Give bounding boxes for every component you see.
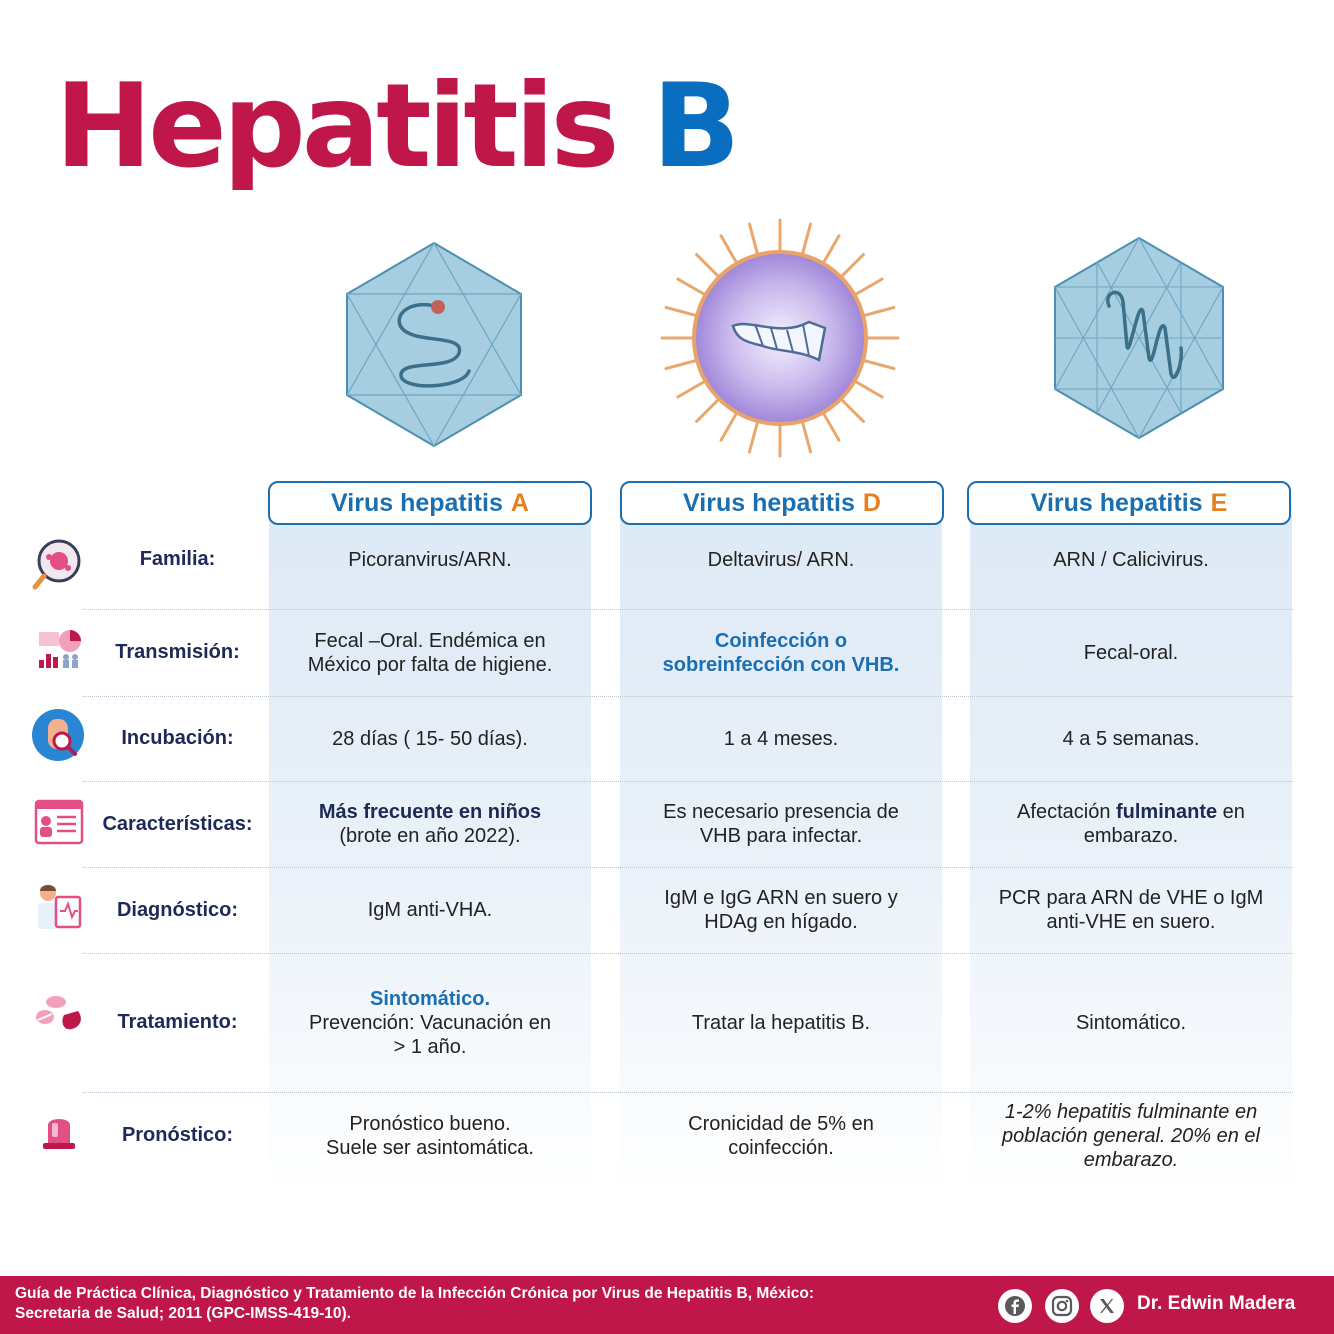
cell-text-line: sobreinfección con VHB. xyxy=(662,654,900,676)
cell-a-incubacion xyxy=(269,706,591,772)
row-label-transmision: Transmisión: xyxy=(115,641,240,663)
siren-alert-icon xyxy=(30,1105,86,1161)
virus-spike xyxy=(697,255,721,279)
column-header-hepatitis-d xyxy=(620,481,944,525)
cell-a-pronostico xyxy=(269,1098,591,1174)
column-header-letter: D xyxy=(862,488,881,517)
virus-spike xyxy=(697,397,721,421)
cell-e-incubacion xyxy=(970,706,1292,772)
cell-d-familia xyxy=(620,529,942,591)
cell-e-diagnostico xyxy=(970,872,1292,948)
cell-a-familia xyxy=(269,529,591,591)
cell-text-line: Prevención: Vacunación en xyxy=(308,1012,551,1034)
column-header-letter: A xyxy=(510,488,529,517)
cell-d-tratamiento xyxy=(620,960,942,1086)
cell-text-segment: en xyxy=(1217,801,1245,823)
cell-text-line: México por falta de higiene. xyxy=(307,654,553,676)
cell-a-diagnostico xyxy=(269,872,591,948)
cell-text-line: Fecal –Oral. Endémica en xyxy=(314,630,546,652)
footer-bar xyxy=(0,1276,1334,1334)
cell-d-diagnostico xyxy=(620,872,942,948)
cell-e-pronostico xyxy=(970,1098,1292,1174)
cell-text: Picoranvirus/ARN. xyxy=(348,549,512,571)
cell-text-line: IgM e IgG ARN en suero y xyxy=(664,887,898,909)
row-label-tratamiento: Tratamiento: xyxy=(117,1011,238,1033)
facebook-icon[interactable] xyxy=(998,1289,1032,1323)
virus-spike xyxy=(853,380,882,397)
column-header-hepatitis-e xyxy=(967,481,1291,525)
cell-text: Tratar la hepatitis B. xyxy=(691,1012,871,1034)
cell-text-line xyxy=(1017,800,1245,824)
row-divider xyxy=(83,781,1293,782)
cell-text: 1 a 4 meses. xyxy=(723,728,839,750)
medical-record-icon xyxy=(30,797,86,853)
virus-spike xyxy=(721,236,738,265)
reference-line: Guía de Práctica Clínica, Diagnóstico y Tratamiento de la Infección Crónica por Virus de Hepatitis B, México: xyxy=(15,1285,815,1302)
cell-text-line: (brote en año 2022). xyxy=(339,825,521,847)
virus-spike xyxy=(678,380,707,397)
row-divider xyxy=(83,867,1293,868)
cell-text-line: 1-2% hepatitis fulminante en xyxy=(1004,1101,1258,1123)
column-header-label: Virus hepatitis xyxy=(331,488,503,517)
cell-text-line: Coinfección o xyxy=(714,630,848,652)
hand-magnifier-icon xyxy=(30,707,86,763)
virus-spike xyxy=(839,397,863,421)
cell-text: Deltavirus/ ARN. xyxy=(707,549,855,571)
row-label-diagnostico: Diagnóstico: xyxy=(116,899,239,921)
pills-icon xyxy=(30,991,86,1047)
author-name: Dr. Edwin Madera xyxy=(1137,1293,1296,1314)
row-divider xyxy=(83,609,1293,610)
virus-spike xyxy=(721,411,738,440)
cell-text-line: Cronicidad de 5% en xyxy=(688,1113,874,1135)
cell-e-caracteristicas xyxy=(970,788,1292,860)
reference-citation xyxy=(15,1284,975,1324)
column-header-letter: E xyxy=(1210,488,1228,517)
cell-e-familia xyxy=(970,529,1292,591)
virus-spike xyxy=(666,360,699,369)
instagram-icon[interactable] xyxy=(1045,1289,1079,1323)
x-icon[interactable] xyxy=(1090,1289,1124,1323)
virus-spike xyxy=(861,360,894,369)
virus-spike xyxy=(839,255,863,279)
cell-text-line: embarazo. xyxy=(1083,825,1179,847)
cell-text-segment: Afectación xyxy=(1017,801,1116,823)
cell-d-caracteristicas xyxy=(620,788,942,860)
title-hepatitis: Hepatitis xyxy=(55,59,616,194)
hepatitis-d-virus-illustration xyxy=(659,218,901,458)
doctor-clipboard-icon xyxy=(30,879,86,935)
row-label-incubacion: Incubación: xyxy=(121,727,234,749)
cell-e-tratamiento xyxy=(970,960,1292,1086)
virus-spike xyxy=(802,419,811,452)
virus-spike xyxy=(802,224,811,257)
cell-text-line: > 1 año. xyxy=(393,1036,467,1058)
cell-text-line: Pronóstico bueno. xyxy=(349,1113,511,1135)
cell-a-transmision xyxy=(269,615,591,691)
row-divider xyxy=(83,1092,1293,1093)
cell-text: 4 a 5 semanas. xyxy=(1062,728,1200,750)
cell-d-incubacion xyxy=(620,706,942,772)
cell-text: IgM anti-VHA. xyxy=(367,899,493,921)
cell-text-line: anti-VHE en suero. xyxy=(1046,911,1216,933)
cell-text: Fecal-oral. xyxy=(1083,642,1179,664)
stats-chart-icon xyxy=(30,626,86,682)
reference-line: Secretaria de Salud; 2011 (GPC-IMSS-419-10). xyxy=(15,1305,351,1322)
virus-spike xyxy=(861,307,894,316)
virus-spike xyxy=(666,307,699,316)
cell-a-tratamiento xyxy=(269,960,591,1086)
cell-text-line: VHB para infectar. xyxy=(699,825,863,847)
row-label-pronostico: Pronóstico: xyxy=(121,1124,234,1146)
column-header-label: Virus hepatitis xyxy=(683,488,855,517)
cell-text-line: PCR para ARN de VHE o IgM xyxy=(998,887,1264,909)
virus-spike xyxy=(822,236,839,265)
virus-spike xyxy=(822,411,839,440)
virus-spike xyxy=(749,224,758,257)
row-label-familia: Familia: xyxy=(139,548,216,570)
cell-text: ARN / Calicivirus. xyxy=(1053,549,1209,571)
microscope-virus-icon xyxy=(30,535,86,591)
cell-text-line: coinfección. xyxy=(728,1137,834,1159)
cell-text-bold: fulminante xyxy=(1116,801,1218,823)
virus-spike xyxy=(749,419,758,452)
cell-text-line: población general. 20% en el xyxy=(1002,1125,1260,1147)
cell-d-transmision xyxy=(620,615,942,691)
virus-spike xyxy=(678,279,707,296)
cell-text: Sintomático. xyxy=(1075,1012,1187,1034)
cell-text-line: Más frecuente en niños xyxy=(318,801,542,823)
row-label-caracteristicas: Características: xyxy=(102,813,253,835)
column-header-hepatitis-a xyxy=(268,481,592,525)
cell-text-line: HDAg en hígado. xyxy=(704,911,858,933)
cell-text: 28 días ( 15- 50 días). xyxy=(332,728,528,750)
page-title xyxy=(55,59,737,194)
row-divider xyxy=(83,696,1293,697)
cell-text-line: Suele ser asintomática. xyxy=(326,1137,534,1159)
cell-e-transmision xyxy=(970,615,1292,691)
cell-text-line: Sintomático. xyxy=(369,988,490,1010)
cell-text-line: embarazo. xyxy=(1083,1149,1179,1171)
row-divider xyxy=(83,953,1293,954)
column-header-label: Virus hepatitis xyxy=(1030,488,1203,517)
cell-text-line: Es necesario presencia de xyxy=(663,801,899,823)
hepatitis-e-virus-illustration xyxy=(1051,236,1227,440)
cell-d-pronostico xyxy=(620,1098,942,1174)
virus-spike xyxy=(853,279,882,296)
cell-a-caracteristicas xyxy=(269,788,591,860)
hepatitis-a-virus-illustration xyxy=(343,241,525,448)
title-b: B xyxy=(651,59,737,194)
